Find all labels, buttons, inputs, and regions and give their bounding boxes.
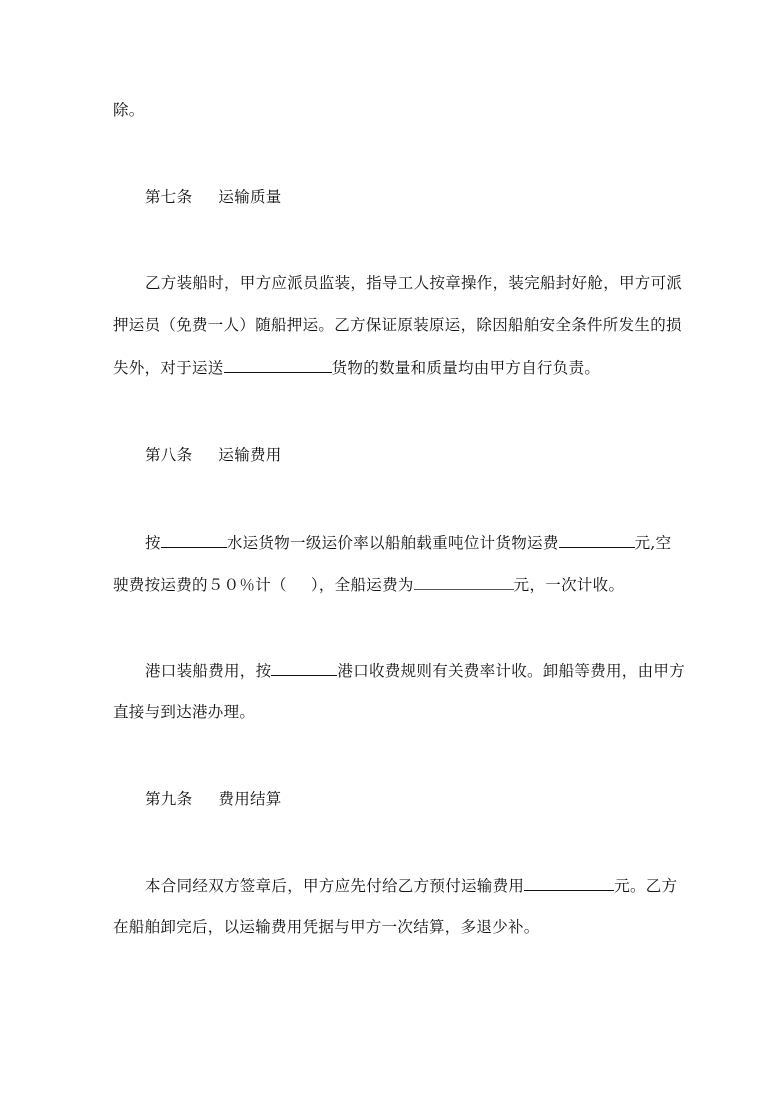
text: 失外，对于运送 [113,359,224,377]
article-number: 第九条 [145,790,193,808]
text: ），全船运费为 [310,576,414,594]
paragraph-line [145,272,682,294]
fill-in-blank[interactable] [559,531,635,548]
text: 除。 [113,101,145,119]
article-number: 第七条 [145,188,193,206]
text: 港口收费规则有关费率计收。卸船等费用，由甲方 [337,662,686,680]
fill-in-blank[interactable] [224,356,332,373]
text: 驶费按运费的５０％计（ [113,576,287,594]
paragraph-line [113,356,600,379]
article-number: 第八条 [145,446,193,464]
text: 元。乙方 [614,877,678,895]
fill-in-blank[interactable] [414,573,514,590]
paragraph-line [113,314,682,336]
paragraph-line [145,531,671,554]
paragraph-line [145,874,677,897]
text: 元，一次计收。 [513,576,625,594]
article-title: 运输费用 [218,446,282,464]
fill-in-blank[interactable] [524,874,614,891]
text: 本合同经双方签章后，甲方应先付给乙方预付运输费用 [145,877,525,895]
article-8-heading [145,444,282,466]
article-7-heading [145,186,282,208]
fill-in-blank[interactable] [271,659,337,676]
paragraph-line [113,701,255,723]
article-title: 费用结算 [218,790,282,808]
text: 乙方装船时，甲方应派员监装，指导工人按章操作，装完船封好舱，甲方可派 [145,274,683,292]
article-title: 运输质量 [218,188,282,206]
text: 元,空 [634,534,672,552]
fill-in-blank[interactable] [161,531,227,548]
paragraph-continuation [113,99,145,121]
text: 直接与到达港办理。 [113,703,256,721]
paragraph-line [145,659,685,682]
paragraph-line [113,916,540,938]
paragraph-line [113,573,624,596]
text: 货物的数量和质量均由甲方自行负责。 [331,359,601,377]
text: 押运员（免费一人）随船押运。乙方保证原装原运，除因船舶安全条件所发生的损 [113,316,682,334]
text: 港口装船费用，按 [145,662,272,680]
text: 水运货物一级运价率以船舶载重吨位计货物运费 [226,534,559,552]
article-9-heading [145,788,282,810]
text: 按 [145,534,161,552]
text: 在船舶卸完后，以运输费用凭据与甲方一次结算，多退少补。 [113,918,540,936]
